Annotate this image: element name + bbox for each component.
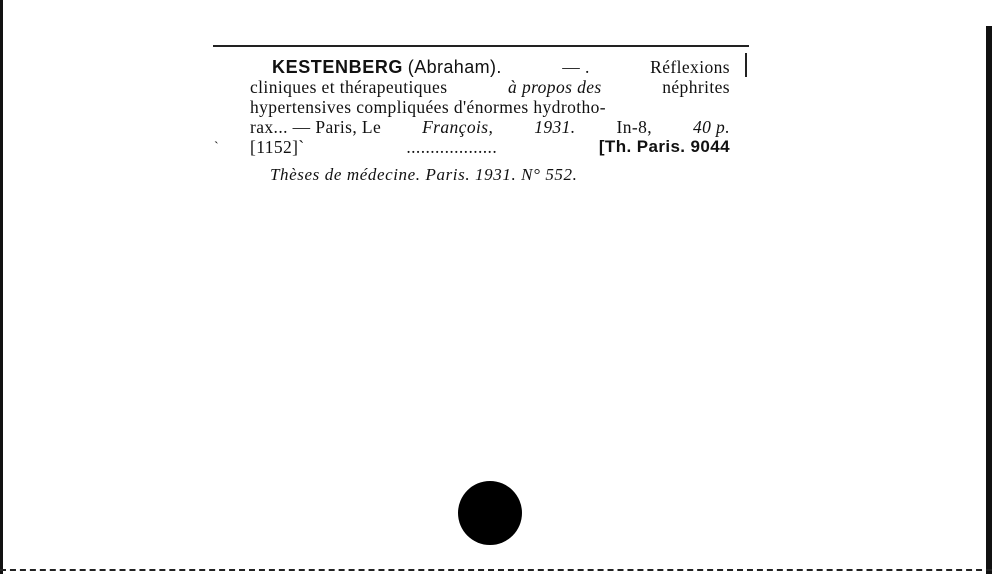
card-punch-hole [458,481,522,545]
entry-line-3 [250,97,730,117]
title-part-2-end: néphrites [662,77,730,97]
entry-line-1 [250,57,730,77]
entry-line-4 [250,117,730,137]
card-right-edge [986,26,992,574]
stray-tick-mark: ` [214,140,219,155]
author-given-name: (Abraham). [407,57,502,77]
title-part-2: cliniques et thérapeutiques [250,77,448,97]
entry-line-2 [250,77,730,97]
author-surname: KESTENBERG [272,57,404,77]
shelfmark: [Th. Paris. 9044 [598,137,730,156]
imprint-format: In-8, [616,117,653,137]
imprint-year: 1931. [534,117,576,137]
card-left-edge [0,0,3,574]
imprint-publisher: François, [422,117,494,137]
title-start: Réflexions [650,57,730,77]
title-part-3: hypertensives compliquées d'énormes hydrotho- [250,97,607,117]
imprint-pages: 40 p. [692,117,730,137]
dot-leader: ................... [406,137,498,157]
title-part-2-italic: à propos des [508,77,602,97]
card-bottom-rule [0,569,992,571]
catalog-entry [250,57,730,157]
series-note: Thèses de médecine. Paris. 1931. N° 552. [270,165,578,184]
entry-top-rule [213,45,749,47]
title-dash: — . [562,57,590,77]
imprint-place: rax... — Paris, Le [250,117,382,137]
catalog-code: [1152]` [250,137,305,157]
entry-right-bracket [745,53,747,77]
entry-line-5 [250,137,730,157]
